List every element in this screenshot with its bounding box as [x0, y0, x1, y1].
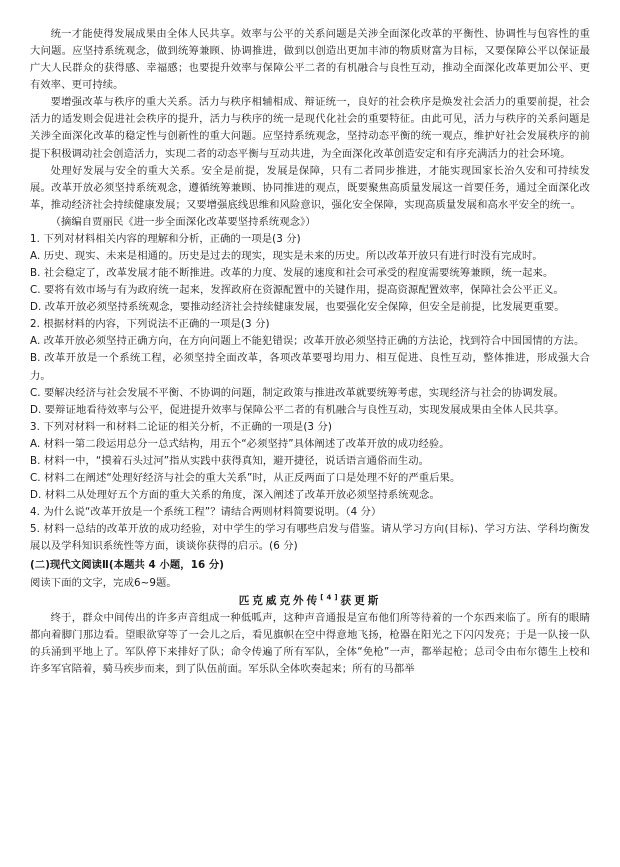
- paragraph: 要增强改革与秩序的重大关系。活力与秩序相辅相成、辩证统一，良好的社会秩序是焕发社会活力的重要前提，社会活力的适发则会促进社会秩序的提升，活力与秩序的统一是现代化社会的重要特征。由此可见，活力与秩序的关系问题是关涉全面深化改革的稳定性与创新性的重大问题。应坚持系统观念，坚持动态平衡的统一观点，维护好社会发展秩序的前提下积极调动社会创造活力，实现二者的动态平衡与互动共进，为全面深化改革创造安定和有序充满活力的社会环境。: [30, 96, 590, 160]
- question-stem-1: 1. 下列对材料相关内容的理解和分析，正确的一项是(3 分): [30, 232, 301, 245]
- question-2-option-c: C. 要解决经济与社会发展不平衡、不协调的问题，制定政策与推进改革就要统筹考虑，实现经济与社会的协调发展。: [30, 386, 564, 399]
- question-3-option-c: C. 材料二在阐述“处理好经济与社会的重大关系”时，从正反两面了口是处理不好的严重后果。: [30, 472, 461, 485]
- short-answer-question-4: 4. 为什么说“改革开放是一个系统工程”？请结合两则材料简要说明。（4 分）: [30, 506, 382, 519]
- passage-author: 获更斯: [340, 594, 382, 607]
- section-heading: (二)现代文阅读Ⅱ(本题共 4 小题，16 分): [30, 559, 225, 572]
- source-attribution: （摘编自贾丽民《进一步全面深化改革要坚持系统观念》）: [50, 215, 316, 228]
- footnote-marker: [4]: [320, 593, 341, 602]
- question-3-option-b: B. 材料一中，“摸着石头过河”指从实践中获得真知，避开捷径，说话语言通俗而生动。: [30, 454, 430, 467]
- reading-passage-title: [30, 593, 590, 611]
- short-answer-question-5: 5. 材料一总结的改革开放的成功经验，对中学生的学习有哪些启发与借鉴。请从学习方向(目标)、学习方法、学科均衡发展以及学科知识系统性等方面，谈谈你获得的启示。(6 分): [30, 523, 590, 553]
- question-stem-2: 2. 根据材料的内容，下列说法不正确的一项是(3 分): [30, 318, 270, 331]
- passage-body: 终于，群众中间传出的许多声音组成一种低呱声，这种声音通报是宣布他们所等待着的一个东西来临了。所有的眼睛都向着脚门那边看。望眼欲穿等了一会儿之后，看见旗帜在空中得意地飞扬，枪器在阳光之下闪闪发亮；于是一队接一队的兵涌到平地上了。军队停下来排好了队；命令传遍了所有军队，全体“免枪”一声，都举起枪；总司令由布尔德生上校和许多军官陪着，骑马疾步而来，到了队伍前面。军乐队全体吹奏起来；所有的马都举: [30, 612, 590, 676]
- question-1-option-d: D. 改革开放必须坚持系统观念，要推动经济社会持续健康发展，也要强化安全保障，但安全是前提，比发展更重要。: [30, 301, 565, 314]
- paragraph: 处理好发展与安全的重大关系。安全是前提，发展是保障，只有二者同步推进，才能实现国家长治久安和可持续发展。改革开放必须坚持系统观念，遵循统筹兼顾、协同推进的观点，既要聚焦高质量发展这一首要任务，通过全面深化改革，推动经济社会持续健康发展；又要增强底线思维和风险意识，强化安全保障，实现高质量发展和高水平安全的统一。: [30, 164, 590, 211]
- question-3-option-d: D. 材料二从处理好五个方面的重大关系的角度，深入阐述了改革开放必须坚持系统观念。: [30, 489, 440, 502]
- passage-title-text: 匹克威克外传: [238, 594, 321, 607]
- question-1-option-c: C. 要将有效市场与有为政府统一起来，发挥政府在资源配置中的关键作用，提高资源配置效率，保障社会公平正义。: [30, 284, 564, 297]
- paragraph: 统一才能使得发展成果由全体人民共享。效率与公平的关系问题是关涉全面深化改革的平衡性、协调性与包容性的重大问题。应坚持系统观念，做到统筹兼顾、协调推进，做到以创造出更加丰沛的物质财富为目标，又要保障公平以保证最广大人民群众的获得感、幸福感；也要提升效率与保障公平二者的有机融合与良性互动，推动全面深化改革更加公平、更有效率、更可持续。: [30, 28, 590, 92]
- question-2-option-a: A. 改革开放必须坚持正确方向，在方向问题上不能犯错误；改革开放必须坚持正确的方法论，找到符合中国国情的方法。: [30, 335, 585, 348]
- document-body: [30, 26, 590, 678]
- question-2-option-b: B. 改革开放是一个系统工程，必须坚持全面改革，各项改革要평均用力、相互促进、良性互动，整体推进，形成强大合力。: [30, 352, 590, 382]
- question-2-option-d: D. 要辩证地看待效率与公平，促进提升效率与保障公平二者的有机融合与良性互动，实现发展成果由全体人民共享。: [30, 403, 565, 416]
- question-1-option-b: B. 社会稳定了，改革发展才能不断推进。改革的力度、发展的速度和社会可承受的程度需要统筹兼顾，统一起来。: [30, 267, 554, 280]
- question-1-option-a: A. 历史、现实、未来是相通的。历史是过去的现实，现实是未来的历史。所以改革开放只有进行时没有完成时。: [30, 250, 543, 263]
- section-instruction: 阅读下面的文字，完成6~9题。: [30, 576, 177, 589]
- question-stem-3: 3. 下列对材料一和材料二论证的相关分析，不正确的一项是(3 分): [30, 420, 332, 433]
- question-3-option-a: A. 材料一第二段运用总分一总式结构，用五个“必须坚持”具体阐述了改革开放的成功经验。: [30, 437, 450, 450]
